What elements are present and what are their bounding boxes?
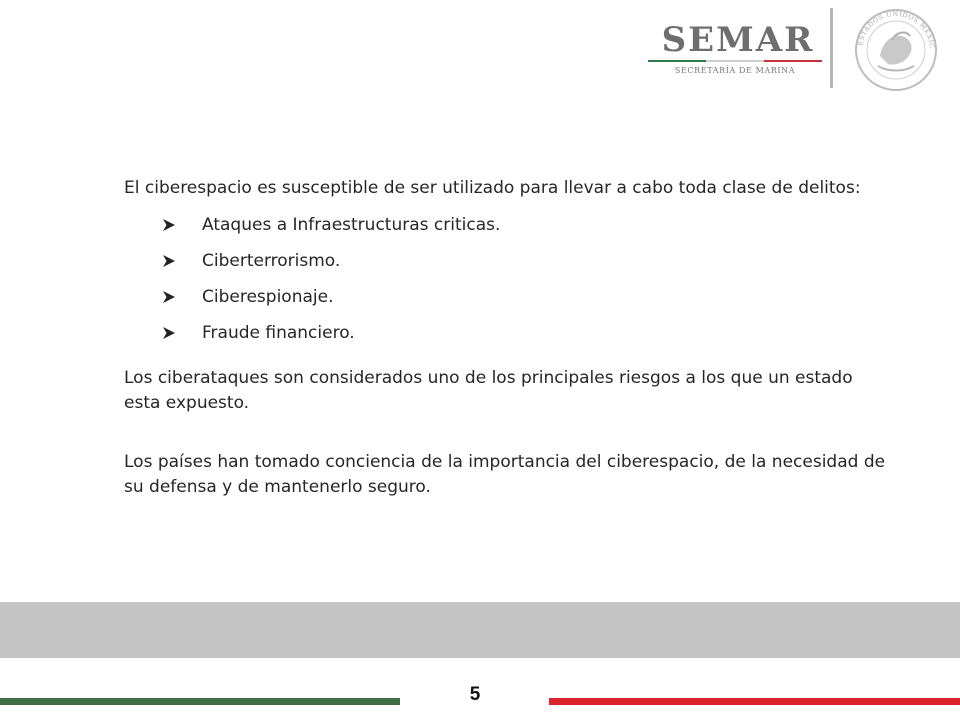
list-item-text: Fraude financiero. bbox=[202, 323, 355, 343]
list-item bbox=[124, 279, 894, 315]
awareness-paragraph: Los países han tomado conciencia de la importancia del ciberespacio, de la necesidad de su defensa y de mantenerlo seguro. bbox=[124, 452, 886, 497]
slide-content bbox=[124, 176, 894, 500]
logo-stripe-green bbox=[648, 60, 706, 62]
intro-paragraph: El ciberespacio es susceptible de ser utilizado para llevar a cabo toda clase de delitos: bbox=[124, 178, 861, 198]
list-item-text: Ciberterrorismo. bbox=[202, 251, 341, 271]
logo-subtitle: SECRETARÍA DE MARINA bbox=[674, 66, 796, 75]
logo-stripe-red bbox=[764, 60, 822, 62]
seal-text: ESTADOS UNIDOS MEXIC bbox=[856, 9, 937, 50]
list-item bbox=[124, 315, 894, 351]
arrow-bullet-icon bbox=[162, 218, 176, 232]
list-item bbox=[124, 243, 894, 279]
arrow-bullet-icon bbox=[162, 326, 176, 340]
national-seal-icon bbox=[852, 6, 940, 94]
list-item bbox=[124, 207, 894, 243]
header-divider bbox=[830, 8, 833, 88]
risk-paragraph: Los ciberataques son considerados uno de los principales riesgos a los que un estado esta expuesto. bbox=[124, 368, 853, 413]
logo-stripe-white bbox=[706, 60, 764, 62]
footer-line-red bbox=[549, 698, 960, 705]
list-item-text: Ataques a Infraestructuras criticas. bbox=[202, 215, 501, 235]
footer-band bbox=[0, 602, 960, 658]
page-number: 5 bbox=[469, 684, 481, 705]
header-logo-area bbox=[640, 4, 960, 94]
arrow-bullet-icon bbox=[162, 290, 176, 304]
arrow-bullet-icon bbox=[162, 254, 176, 268]
crime-list bbox=[124, 207, 894, 351]
list-item-text: Ciberespionaje. bbox=[202, 287, 334, 307]
footer-line-green bbox=[0, 698, 400, 705]
semar-logo: SEMAR bbox=[661, 20, 815, 60]
